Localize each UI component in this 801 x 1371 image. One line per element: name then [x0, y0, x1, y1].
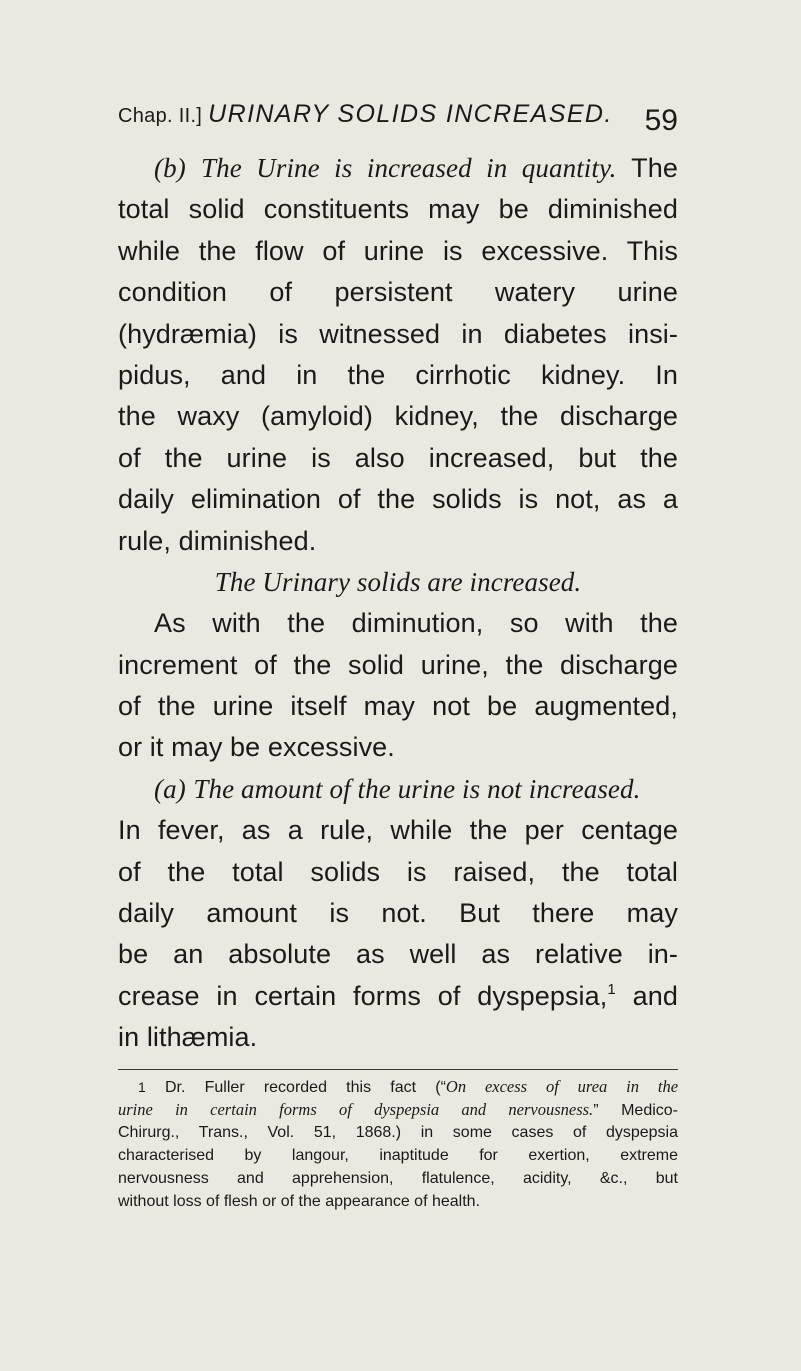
text-line: (hydræmia) is witnessed in diabetes insi-	[118, 318, 678, 349]
text-fragment: and	[632, 980, 678, 1011]
text-line: In fever, as a rule, while the per centage	[118, 815, 678, 846]
text-line: As with the diminution, so with the	[154, 608, 678, 639]
text-line: condition of persistent watery urine	[118, 277, 678, 308]
footnote-line: characterised by langour, inaptitude for exertion, extreme	[118, 1147, 678, 1164]
text-line: of the urine itself may not be augmented,	[118, 691, 678, 722]
footnote-line	[118, 1075, 678, 1098]
text-line: total solid constituents may be diminished	[118, 194, 678, 225]
cited-title: urine in certain forms of dyspepsia and nervousness.	[118, 1100, 594, 1119]
footnote-ref: 1	[607, 980, 616, 998]
text-line: of the urine is also increased, but the	[118, 442, 678, 473]
subheading-line	[118, 562, 678, 603]
chapter-label: Chap. II.]	[118, 105, 203, 127]
text-fragment: ” Medico-	[593, 1102, 678, 1119]
text-line	[118, 148, 678, 189]
footnote	[118, 1075, 678, 1213]
text-fragment: Dr. Fuller recorded this fact (“	[165, 1079, 446, 1096]
text-line: daily amount is not. But there may	[118, 898, 678, 929]
running-title: URINARY SOLIDS INCREASED.	[208, 100, 613, 128]
footnote-line: nervousness and apprehension, flatulence, acidity, &c., but	[118, 1170, 678, 1187]
cited-title: On excess of urea in the	[445, 1077, 679, 1096]
text-fragment: crease in certain forms of dyspepsia,	[118, 980, 608, 1011]
main-text	[118, 148, 678, 1059]
page-number: 59	[644, 104, 678, 137]
text-line: increment of the solid urine, the discharge	[118, 649, 678, 680]
item-label-a: (a)	[154, 773, 186, 804]
text-line: of the total solids is raised, the total	[118, 856, 678, 887]
item-label-b: (b)	[154, 153, 186, 183]
text-line: rule, diminished.	[118, 525, 317, 556]
text-line: pidus, and in the cirrhotic kidney. In	[118, 359, 678, 390]
footnote-number: 1	[138, 1079, 146, 1095]
text-line	[118, 976, 678, 1017]
footnote-divider	[118, 1069, 678, 1070]
text-line: be an absolute as well as relative in-	[118, 939, 678, 970]
text-line: while the flow of urine is excessive. This	[118, 235, 678, 266]
running-header	[118, 100, 678, 140]
footnote-line	[118, 1098, 678, 1121]
footnote-line: Chirurg., Trans., Vol. 51, 1868.) in some cases of dyspepsia	[118, 1124, 678, 1141]
section-heading-a: The amount of the urine is not increased.	[193, 773, 641, 804]
footnote-line: without loss of flesh or of the appearance of health.	[118, 1193, 481, 1210]
text-line: the waxy (amyloid) kidney, the discharge	[118, 401, 678, 432]
text-line: or it may be excessive.	[118, 732, 395, 763]
section-heading-b: The Urine is increased in quantity.	[201, 153, 617, 183]
text-fragment: The	[631, 153, 678, 183]
text-line: in lithæmia.	[118, 1022, 258, 1053]
subheading: The Urinary solids are increased.	[214, 566, 582, 597]
text-line	[118, 769, 678, 810]
text-line: daily elimination of the solids is not, as a	[118, 484, 678, 515]
